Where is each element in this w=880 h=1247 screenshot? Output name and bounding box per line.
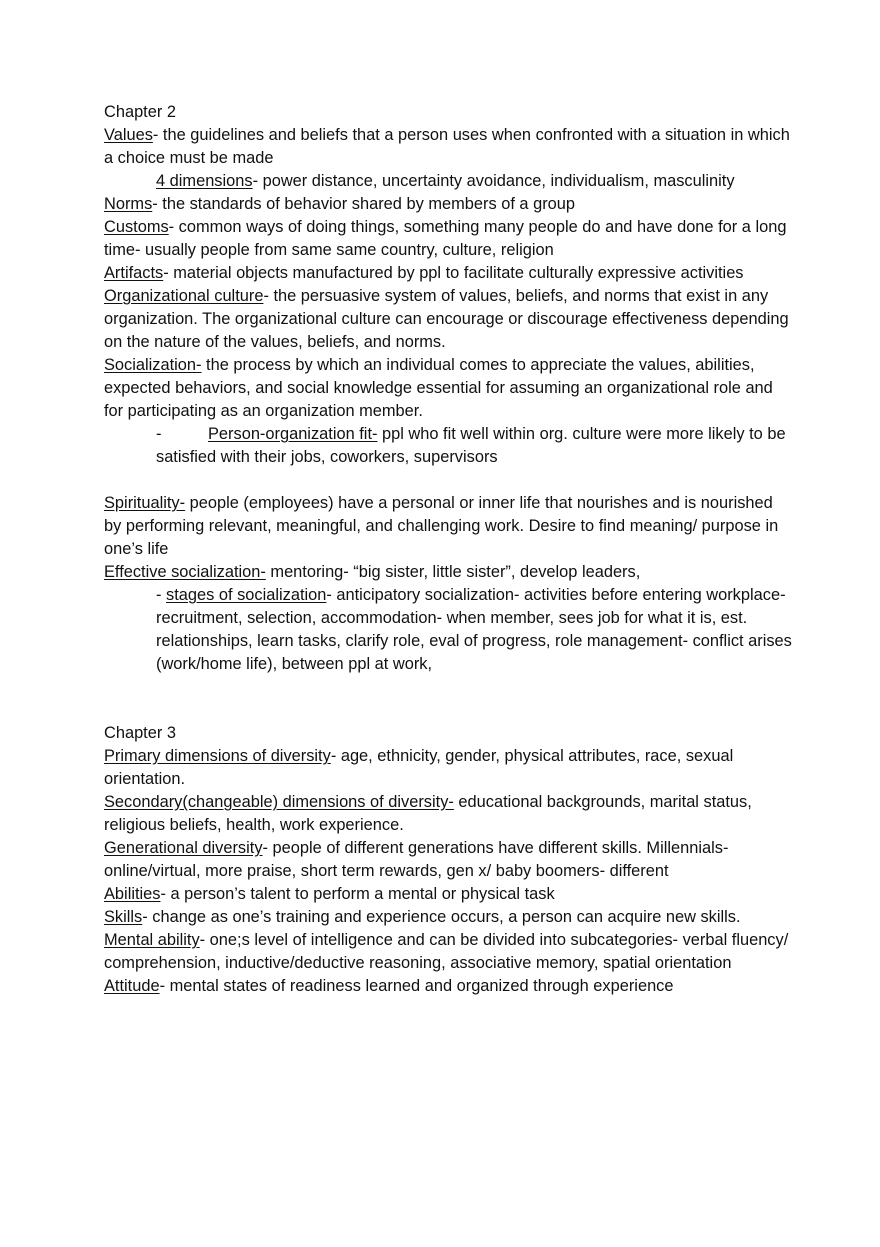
four-dimensions-term: 4 dimensions — [156, 172, 253, 190]
bullet-dash: - — [156, 425, 162, 443]
artifacts-term: Artifacts — [104, 264, 164, 282]
primary-diversity-term: Primary dimensions of diversity — [104, 747, 331, 765]
mental-ability-entry — [104, 929, 794, 975]
document-page — [104, 101, 794, 998]
effective-socialization-term: Effective socialization- — [104, 563, 266, 581]
norms-definition: - the standards of behavior shared by members of a group — [152, 195, 576, 213]
secondary-diversity-definition: educational backgrounds, marital status, religious beliefs, health, work experience. — [104, 793, 752, 834]
effective-socialization-definition: mentoring- “big sister, little sister”, develop leaders, — [265, 563, 641, 581]
norms-term: Norms — [104, 195, 153, 213]
socialization-term: Socialization- — [104, 356, 202, 374]
secondary-diversity-term: Secondary(changeable) dimensions of diversity- — [104, 793, 454, 811]
effective-socialization-entry — [104, 561, 794, 584]
primary-diversity-definition: - age, ethnicity, gender, physical attributes, race, sexual orientation. — [104, 747, 734, 788]
four-dimensions-definition: - power distance, uncertainty avoidance, individualism, masculinity — [252, 172, 735, 190]
customs-entry — [104, 216, 794, 262]
generational-diversity-entry — [104, 837, 794, 883]
generational-diversity-definition: - people of different generations have different skills. Millennials- online/virtual, more praise, short term rewards, gen x/ baby boomers- different — [104, 839, 729, 880]
person-org-fit-entry — [104, 423, 794, 469]
customs-definition: - common ways of doing things, something many people do and have done for a long time- usually people from same same country, culture, religion — [104, 218, 787, 259]
customs-term: Customs — [104, 218, 169, 236]
socialization-entry — [104, 354, 794, 423]
attitude-definition: - mental states of readiness learned and organized through experience — [159, 977, 674, 995]
spacer — [104, 469, 794, 492]
abilities-entry — [104, 883, 794, 906]
skills-definition: - change as one’s training and experience occurs, a person can acquire new skills. — [142, 908, 741, 926]
org-culture-term: Organizational culture — [104, 287, 264, 305]
stages-entry — [104, 584, 794, 676]
norms-entry — [104, 193, 794, 216]
spirituality-definition: people (employees) have a personal or inner life that nourishes and is nourished by performing relevant, meaningful, and challenging work. Desire to find meaning/ purpose in one’s life — [104, 494, 779, 558]
artifacts-definition: - material objects manufactured by ppl to facilitate culturally expressive activities — [163, 264, 744, 282]
values-term: Values — [104, 126, 153, 144]
generational-diversity-term: Generational diversity — [104, 839, 263, 857]
org-culture-entry — [104, 285, 794, 354]
primary-diversity-entry — [104, 745, 794, 791]
skills-term: Skills — [104, 908, 143, 926]
values-definition: - the guidelines and beliefs that a person uses when confronted with a situation in which a choice must be made — [104, 126, 790, 167]
person-org-fit-term: Person-organization fit- — [208, 425, 378, 443]
chapter-2-heading: Chapter 2 — [104, 103, 176, 121]
mental-ability-term: Mental ability — [104, 931, 200, 949]
abilities-definition: - a person’s talent to perform a mental or physical task — [160, 885, 555, 903]
spacer — [104, 676, 794, 722]
values-entry — [104, 124, 794, 170]
artifacts-entry — [104, 262, 794, 285]
abilities-term: Abilities — [104, 885, 161, 903]
socialization-definition: the process by which an individual comes to appreciate the values, abilities, expected behaviors, and social knowledge essential for assuming an organizational role and for participating as an organization member. — [104, 356, 773, 420]
attitude-term: Attitude — [104, 977, 160, 995]
org-culture-definition: - the persuasive system of values, beliefs, and norms that exist in any organization. The organizational culture can encourage or discourage effectiveness depending on the nature of the values, beliefs, and norms. — [104, 287, 789, 351]
four-dimensions-entry — [104, 170, 794, 193]
stages-prefix: - — [156, 586, 167, 604]
person-org-fit-definition: ppl who fit well within org. culture were more likely to be satisfied with their jobs, coworkers, supervisors — [156, 425, 786, 466]
skills-entry — [104, 906, 794, 929]
stages-term: stages of socialization — [166, 586, 327, 604]
mental-ability-definition: - one;s level of intelligence and can be divided into subcategories- verbal fluency/ comprehension, inductive/deductive reasoning, associative memory, spatial orientation — [104, 931, 789, 972]
chapter-3-heading: Chapter 3 — [104, 724, 176, 742]
spirituality-entry — [104, 492, 794, 561]
secondary-diversity-entry — [104, 791, 794, 837]
spirituality-term: Spirituality- — [104, 494, 186, 512]
stages-definition: - anticipatory socialization- activities before entering workplace- recruitment, selection, accommodation- when member, sees job for what it is, est. relationships, learn tasks, clarify role, eval of progress, role management- conflict arises (work/home life), between ppl at work, — [156, 586, 792, 673]
attitude-entry — [104, 975, 794, 998]
